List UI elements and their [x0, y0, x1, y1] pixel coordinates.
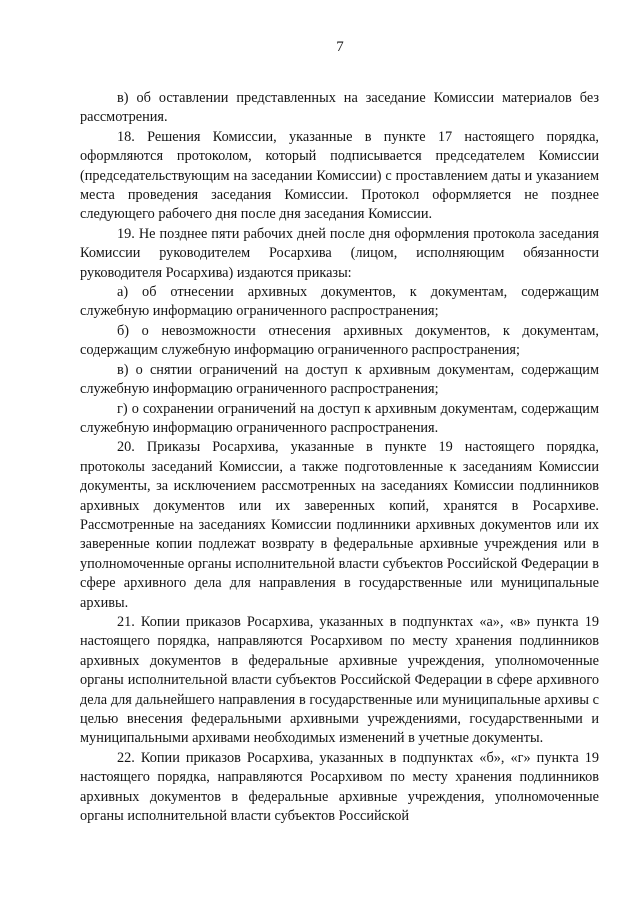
paragraph-19-item-g: г) о сохранении ограничений на доступ к архивным документам, содержащим служебную информацию ограниченного распространения.: [80, 400, 599, 436]
paragraph-item-v-leave-without-review: в) об оставлении представленных на заседание Комиссии материалов без рассмотрения.: [80, 90, 599, 126]
paragraph-19-item-v: в) о снятии ограничений на доступ к архивным документам, содержащим служебную информацию ограниченного распространения;: [80, 361, 599, 398]
paragraph-19-item-a: а) об отнесении архивных документов, к документам, содержащим служебную информацию ограниченного распространения;: [80, 284, 599, 320]
paragraph-19-item-b: б) о невозможности отнесения архивных документов, к документам, содержащим служебную информацию ограниченного распространения;: [80, 322, 599, 359]
document-body: [80, 89, 599, 826]
paragraph-22-copies-b-g: 22. Копии приказов Росархива, указанных в подпунктах «б», «г» пункта 19 настоящего порядка, направляются Росархивом по месту хранения подлинников архивных документов в федеральные архивные учреждения, уполномоченные органы исполнительной власти субъектов Российской: [80, 749, 599, 825]
paragraph-20-orders-storage: 20. Приказы Росархива, указанные в пункте 19 настоящего порядка, протоколы заседаний Комиссии, а также подготовленные к заседаниям Комиссии документы, за исключением рассмотренных на заседаниях Комиссии подлинников архивных документов или их заверенных копий, хранятся в Росархиве. Рассмотренные на заседаниях Комиссии подлинники архивных документов или их заверенные копии подлежат возврату в федеральные архивные учреждения или в уполномоченные органы исполнительной власти субъектов Российской Федерации в сфере архивного дела для направления в государственные или муниципальные архивы.: [80, 439, 599, 611]
paragraph-21-copies-a-v: 21. Копии приказов Росархива, указанных в подпунктах «а», «в» пункта 19 настоящего порядка, направляются Росархивом по месту хранения подлинников архивных документов в федеральные архивные учреждения, уполномоченные органы исполнительной власти субъектов Российской Федерации в сфере архивного дела для дальнейшего направления в государственные или муниципальные архивы с целью внесения федеральными архивными учреждениями, государственными и муниципальными архивами необходимых изменений в учетные документы.: [80, 613, 599, 747]
page-number: 7: [336, 39, 344, 55]
paragraph-19-orders-issued: 19. Не позднее пяти рабочих дней после дня оформления протокола заседания Комиссии руководителем Росархива (лицом, исполняющим обязанности руководителя Росархива) издаются приказы:: [80, 225, 599, 281]
paragraph-18-commission-decisions: 18. Решения Комиссии, указанные в пункте 17 настоящего порядка, оформляются протоколом, который подписывается председателем Комиссии (председательствующим на заседании Комиссии) с проставлением даты и указанием места проведения заседания Комиссии. Протокол оформляется не позднее следующего рабочего дня после дня заседания Комиссии.: [80, 128, 599, 223]
